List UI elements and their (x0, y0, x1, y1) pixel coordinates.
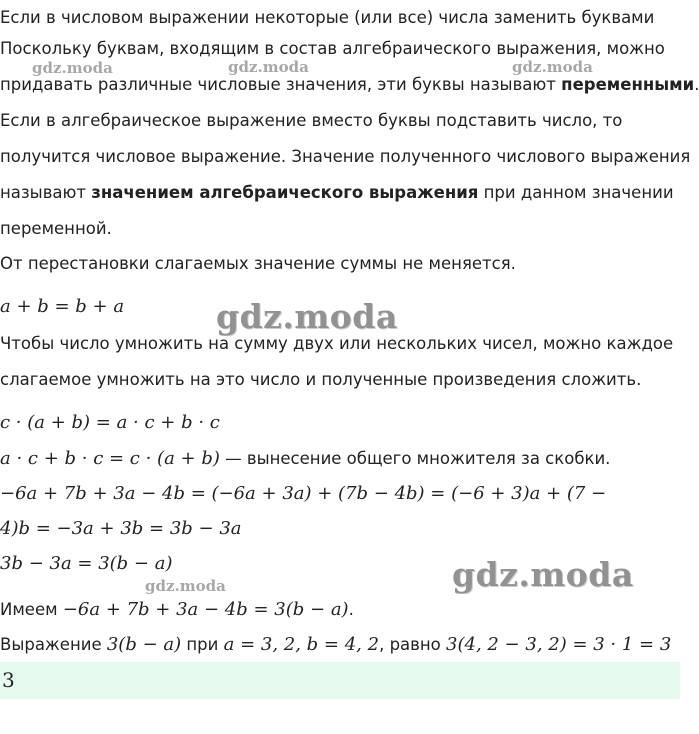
formula-simplify-3: 3b − 3a = 3(b − a) (0, 553, 173, 574)
formula-distributive: c · (a + b) = a · c + b · c (0, 412, 220, 433)
watermark-large: gdz.moda (452, 555, 634, 594)
formula-commutative: a + b = b + a (0, 296, 125, 317)
text-line-9: Чтобы число умножить на сумму двух или нескольких чисел, можно каждое (0, 334, 674, 353)
watermark-large: gdz.moda (216, 297, 398, 336)
text-line-11-formula: −6a + 7b + 3a − 4b = 3(b − a) (62, 599, 349, 620)
formula-factoring (0, 448, 610, 470)
text-line-12-e: , равно (379, 635, 447, 654)
text-line-6 (0, 182, 674, 204)
text-line-10: слагаемое умножить на это число и полученные произведения сложить. (0, 370, 642, 389)
text-line-6-end: при данном значении (478, 183, 674, 202)
answer-value: 3 (2, 668, 15, 692)
term-expression-value: значением алгебраического выражения (91, 183, 479, 202)
text-line-12-b: 3(b − a) (106, 634, 182, 655)
text-line-3-start: придавать различные числовые значения, эти буквы называют (0, 75, 562, 94)
text-line-12 (0, 634, 671, 656)
text-line-5: получится числовое выражение. Значение полученного числового выражения (0, 147, 691, 166)
text-line-12-c: при (181, 635, 224, 654)
answer-box (0, 662, 680, 699)
text-line-12-d: a = 3, 2, b = 4, 2 (223, 634, 380, 655)
text-line-11 (0, 599, 354, 621)
text-line-7: переменной. (0, 219, 112, 238)
text-line-12-f: 3(4, 2 − 3, 2) = 3 · 1 = 3 (446, 634, 672, 655)
text-line-3 (0, 74, 699, 96)
text-line-3-end: . (694, 75, 699, 94)
formula-factoring-note: — вынесение общего множителя за скобки. (219, 449, 611, 468)
formula-simplify-1: −6a + 7b + 3a − 4b = (−6a + 3a) + (7b − 4b) = (−6 + 3)a + (7 − (0, 483, 607, 504)
formula-simplify-2: 4)b = −3a + 3b = 3b − 3a (0, 518, 242, 539)
watermark-small: gdz.moda (228, 58, 309, 76)
text-line-11-start: Имеем (0, 600, 63, 619)
text-line-11-end: . (348, 600, 354, 619)
formula-factoring-expr: a · c + b · c = c · (a + b) (0, 448, 220, 469)
text-line-6-start: называют (0, 183, 92, 202)
text-line-4: Если в алгебраическое выражение вместо буквы подставить число, то (0, 111, 623, 130)
text-line-12-a: Выражение (0, 635, 107, 654)
term-variables: переменными (561, 75, 695, 94)
watermark-small: gdz.moda (512, 58, 593, 76)
text-line-1: Если в числовом выражении некоторые (или все) числа заменить буквами (0, 8, 655, 27)
watermark-small: gdz.moda (32, 59, 113, 77)
text-line-2: Поскольку буквам, входящим в состав алгебраического выражения, можно (0, 39, 665, 58)
text-line-8: От перестановки слагаемых значение суммы не меняется. (0, 254, 516, 273)
watermark-small: gdz.moda (145, 577, 226, 595)
